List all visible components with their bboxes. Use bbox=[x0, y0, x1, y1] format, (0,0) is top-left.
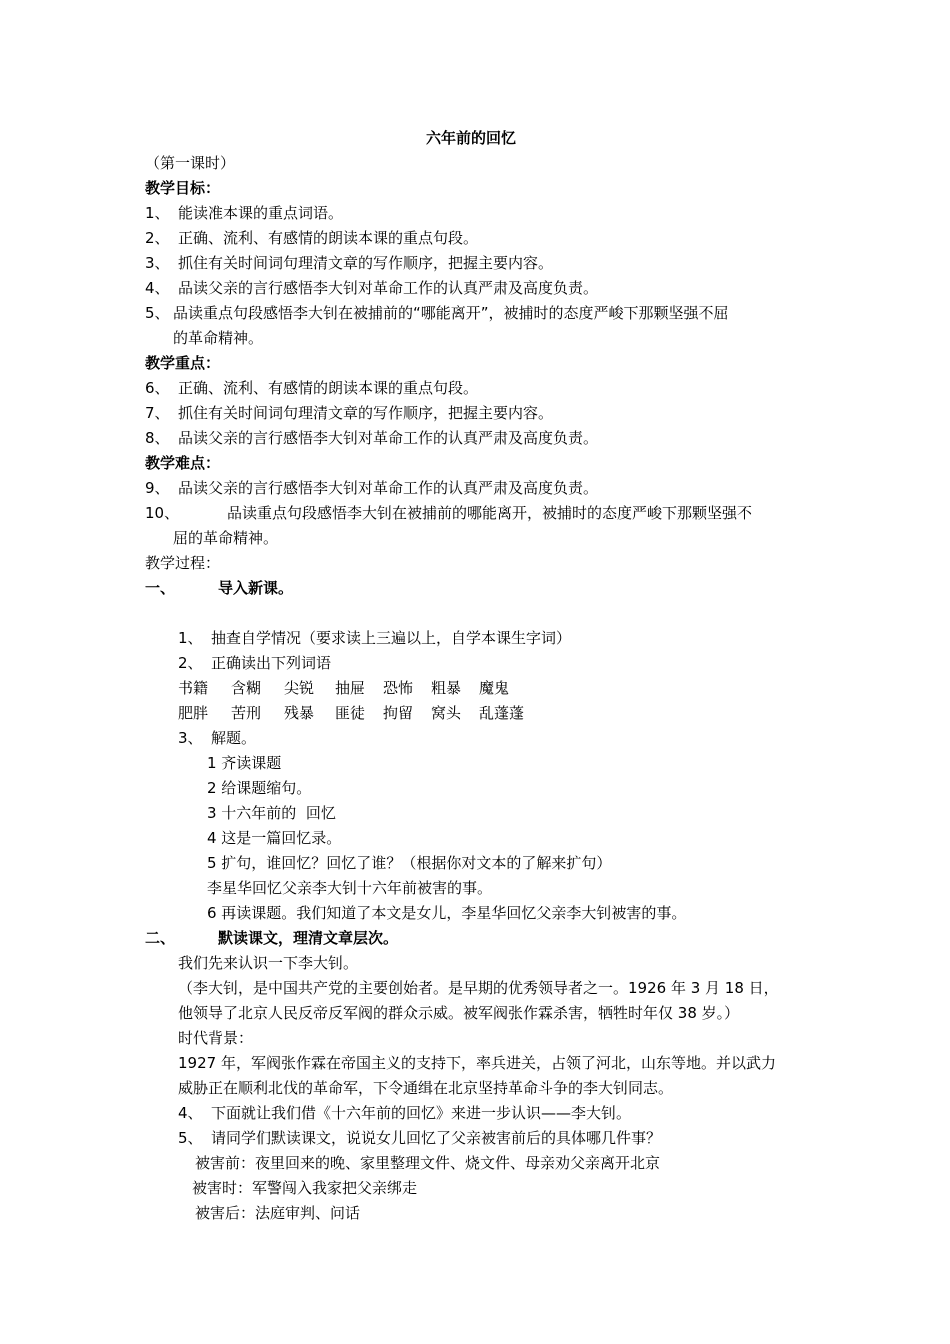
item-number: 3、 bbox=[178, 729, 203, 747]
vocabulary-word: 肥胖 bbox=[178, 704, 209, 722]
process-item bbox=[178, 653, 331, 673]
item-number: 2、 bbox=[178, 654, 203, 672]
goal-item bbox=[145, 253, 553, 273]
sub-step: 2 给课题缩句。 bbox=[207, 779, 312, 797]
section-number: 二、 bbox=[145, 929, 176, 947]
sub-step: 5 扩句，谁回忆？回忆了谁？（根据你对文本的了解来扩句） bbox=[207, 854, 612, 872]
section-one-heading bbox=[145, 578, 293, 598]
item-number: 4、 bbox=[145, 279, 170, 297]
goal-item bbox=[145, 203, 343, 223]
event-line: 被害后：法庭审判、问话 bbox=[195, 1204, 361, 1222]
process-item bbox=[178, 1103, 631, 1123]
vocabulary-row bbox=[178, 678, 509, 698]
item-number: 2、 bbox=[145, 229, 170, 247]
item-number: 8、 bbox=[145, 429, 170, 447]
item-text: 抽查自学情况（要求读上三遍以上，自学本课生字词） bbox=[211, 629, 572, 647]
goal-item bbox=[145, 278, 598, 298]
process-item bbox=[178, 1128, 661, 1148]
key-points-heading: 教学重点： bbox=[145, 354, 221, 372]
key-point-item bbox=[145, 428, 598, 448]
event-line: 被害时：军警闯入我家把父亲绑走 bbox=[192, 1179, 418, 1197]
item-text: 品读重点句段感悟李大钊在被捕前的“哪能离开”，被捕时的态度严峻下那颗坚强不屈 bbox=[173, 304, 729, 322]
item-text: 品读父亲的言行感悟李大钊对革命工作的认真严肃及高度负责。 bbox=[178, 279, 599, 297]
body-line: 我们先来认识一下李大钊。 bbox=[178, 954, 359, 972]
item-text: 品读父亲的言行感悟李大钊对革命工作的认真严肃及高度负责。 bbox=[178, 479, 599, 497]
section-number: 一、 bbox=[145, 579, 176, 597]
item-number: 4、 bbox=[178, 1104, 203, 1122]
body-line: （李大钊，是中国共产党的主要创始者。是早期的优秀领导者之一。1926 年 3 月 18 日， bbox=[178, 979, 779, 997]
sub-step: 3 十六年前的 回忆 bbox=[207, 804, 336, 822]
vocabulary-word: 匪徒 bbox=[335, 704, 366, 722]
goal-item-continuation: 的革命精神。 bbox=[173, 329, 264, 347]
key-point-item bbox=[145, 403, 553, 423]
vocabulary-word: 窝头 bbox=[431, 704, 462, 722]
vocabulary-word: 粗暴 bbox=[431, 679, 462, 697]
section-title: 默读课文，理清文章层次。 bbox=[218, 929, 399, 947]
vocabulary-row bbox=[178, 703, 524, 723]
vocabulary-word: 书籍 bbox=[178, 679, 209, 697]
item-text: 解题。 bbox=[211, 729, 257, 747]
goal-item bbox=[145, 303, 729, 323]
body-line: 1927 年，军阀张作霖在帝国主义的支持下，率兵进关，占领了河北，山东等地。并以武力 bbox=[178, 1054, 776, 1072]
item-text: 品读父亲的言行感悟李大钊对革命工作的认真严肃及高度负责。 bbox=[178, 429, 599, 447]
document-title: 六年前的回忆 bbox=[426, 129, 517, 147]
vocabulary-word: 拘留 bbox=[383, 704, 414, 722]
section-two-heading bbox=[145, 928, 398, 948]
sub-step: 4 这是一篇回忆录。 bbox=[207, 829, 342, 847]
process-heading: 教学过程： bbox=[145, 554, 221, 572]
item-text: 抓住有关时间词句理清文章的写作顺序，把握主要内容。 bbox=[178, 404, 554, 422]
section-title: 导入新课。 bbox=[218, 579, 294, 597]
item-number: 5、 bbox=[178, 1129, 203, 1147]
vocabulary-word: 乱蓬蓬 bbox=[479, 704, 525, 722]
difficulties-heading: 教学难点： bbox=[145, 454, 221, 472]
item-number: 9、 bbox=[145, 479, 170, 497]
body-line: 威胁正在顺利北伐的革命军，下令通缉在北京坚持革命斗争的李大钊同志。 bbox=[178, 1079, 674, 1097]
item-text: 请同学们默读课文，说说女儿回忆了父亲被害前后的具体哪几件事？ bbox=[211, 1129, 662, 1147]
sub-step: 1 齐读课题 bbox=[207, 754, 282, 772]
vocabulary-word: 魔鬼 bbox=[479, 679, 510, 697]
vocabulary-word: 恐怖 bbox=[383, 679, 414, 697]
difficulty-item-continuation: 屈的革命精神。 bbox=[173, 529, 279, 547]
vocabulary-word: 含糊 bbox=[231, 679, 262, 697]
body-line: 他领导了北京人民反帝反军阀的群众示威。被军阀张作霖杀害，牺牲时年仅 38 岁。） bbox=[178, 1004, 740, 1022]
item-text: 品读重点句段感悟李大钊在被捕前的哪能离开，被捕时的态度严峻下那颗坚强不 bbox=[227, 504, 753, 522]
process-item bbox=[178, 628, 571, 648]
item-number: 6、 bbox=[145, 379, 170, 397]
event-line: 被害前：夜里回来的晚、家里整理文件、烧文件、母亲劝父亲离开北京 bbox=[195, 1154, 661, 1172]
lesson-period: （第一课时） bbox=[145, 154, 236, 172]
item-text: 正确、流利、有感情的朗读本课的重点句段。 bbox=[178, 229, 479, 247]
item-number: 1、 bbox=[178, 629, 203, 647]
item-text: 能读准本课的重点词语。 bbox=[178, 204, 344, 222]
sub-step: 李星华回忆父亲李大钊十六年前被害的事。 bbox=[207, 879, 493, 897]
difficulty-item bbox=[145, 478, 598, 498]
item-number: 10、 bbox=[145, 504, 180, 522]
vocabulary-word: 抽屉 bbox=[335, 679, 366, 697]
item-number: 3、 bbox=[145, 254, 170, 272]
item-number: 1、 bbox=[145, 204, 170, 222]
item-text: 下面就让我们借《十六年前的回忆》来进一步认识——李大钊。 bbox=[211, 1104, 632, 1122]
difficulty-item bbox=[145, 503, 752, 523]
vocabulary-word: 残暴 bbox=[284, 704, 315, 722]
process-item bbox=[178, 728, 256, 748]
goal-item bbox=[145, 228, 478, 248]
item-number: 5、 bbox=[145, 304, 170, 322]
item-text: 正确读出下列词语 bbox=[211, 654, 332, 672]
item-number: 7、 bbox=[145, 404, 170, 422]
vocabulary-word: 苦刑 bbox=[231, 704, 262, 722]
sub-step: 6 再读课题。我们知道了本文是女儿，李星华回忆父亲李大钊被害的事。 bbox=[207, 904, 687, 922]
key-point-item bbox=[145, 378, 478, 398]
vocabulary-word: 尖锐 bbox=[284, 679, 315, 697]
goals-heading: 教学目标： bbox=[145, 179, 221, 197]
item-text: 抓住有关时间词句理清文章的写作顺序，把握主要内容。 bbox=[178, 254, 554, 272]
body-line: 时代背景： bbox=[178, 1029, 254, 1047]
item-text: 正确、流利、有感情的朗读本课的重点句段。 bbox=[178, 379, 479, 397]
